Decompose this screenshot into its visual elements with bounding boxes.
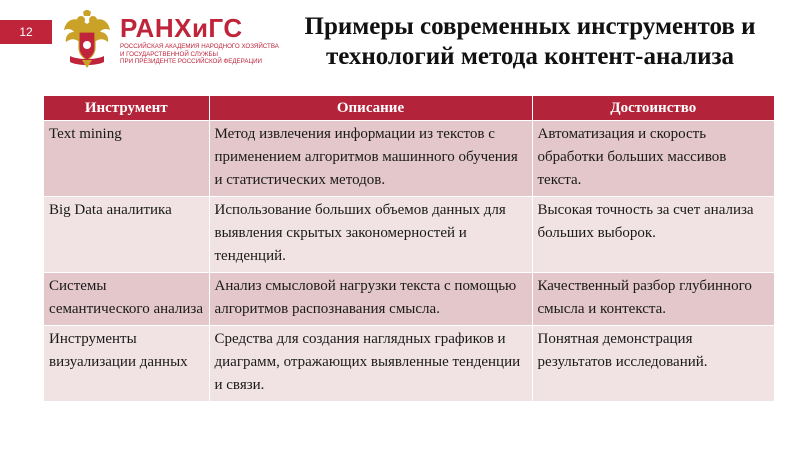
cell-description: Метод извлечения информации из текстов с применением алгоритмов машинного обучения и статистических методов. xyxy=(209,121,532,197)
logo-name: РАНХиГС xyxy=(120,13,243,43)
table-row xyxy=(44,121,774,197)
table-header-row xyxy=(44,96,774,121)
eagle-emblem-icon xyxy=(62,10,112,70)
cell-tool: Big Data аналитика xyxy=(44,197,209,273)
tools-table xyxy=(44,96,774,401)
cell-description: Средства для создания наглядных графиков и диаграмм, отражающих выявленные тенденции и связи. xyxy=(209,326,532,402)
cell-description: Использование больших объемов данных для выявления скрытых закономерностей и тенденций. xyxy=(209,197,532,273)
column-header-description: Описание xyxy=(209,96,532,121)
table-row xyxy=(44,273,774,326)
slide-title: Примеры современных инструментов и технологий метода контент-анализа xyxy=(304,13,756,70)
cell-advantage: Качественный разбор глубинного смысла и контекста. xyxy=(532,273,774,326)
cell-tool: Инструменты визуализации данных xyxy=(44,326,209,402)
table-row xyxy=(44,197,774,273)
logo-subtitle-line: И ГОСУДАРСТВЕННОЙ СЛУЖБЫ xyxy=(120,50,218,58)
logo-subtitle xyxy=(120,43,290,66)
ranepa-logo xyxy=(62,10,282,70)
column-header-tool: Инструмент xyxy=(44,96,209,121)
cell-tool: Системы семантического анализа xyxy=(44,273,209,326)
logo-subtitle-line: ПРИ ПРЕЗИДЕНТЕ РОССИЙСКОЙ ФЕДЕРАЦИИ xyxy=(120,58,262,66)
logo-subtitle-line: РОССИЙСКАЯ АКАДЕМИЯ НАРОДНОГО ХОЗЯЙСТВА xyxy=(120,43,279,50)
cell-advantage: Высокая точность за счет анализа больших выборок. xyxy=(532,197,774,273)
cell-advantage: Понятная демонстрация результатов исследований. xyxy=(532,326,774,402)
table-row xyxy=(44,326,774,402)
cell-advantage: Автоматизация и скорость обработки больших массивов текста. xyxy=(532,121,774,197)
page-number-badge: 12 xyxy=(0,20,52,44)
column-header-advantage: Достоинство xyxy=(532,96,774,121)
cell-description: Анализ смысловой нагрузки текста с помощью алгоритмов распознавания смысла. xyxy=(209,273,532,326)
cell-tool: Text mining xyxy=(44,121,209,197)
